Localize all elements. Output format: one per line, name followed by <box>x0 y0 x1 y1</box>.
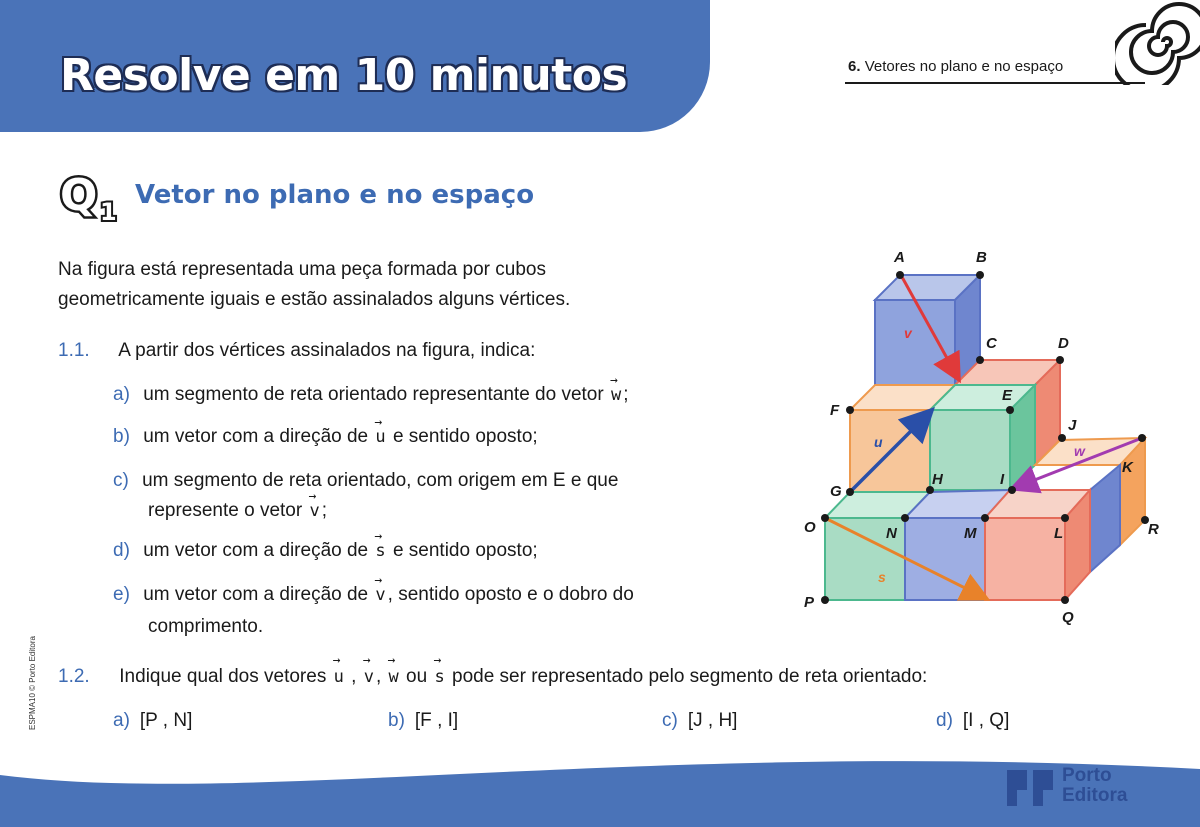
item-text: um vetor com a direção de <box>143 540 369 561</box>
middle-green-cube <box>930 385 1035 490</box>
intro-line: geometricamente iguais e estão assinalados alguns vértices. <box>58 289 571 310</box>
vector-w-symbol: → w <box>387 667 401 687</box>
badge-subscript: 1 <box>100 198 117 226</box>
vertex-label-q: Q <box>1062 609 1074 626</box>
vector-u-symbol: → u <box>332 667 346 687</box>
cubes-figure <box>790 240 1170 630</box>
item-text: um segmento de reta orientado representante do vetor <box>143 384 604 405</box>
item-text: , sentido oposto e o dobro do <box>387 584 634 605</box>
question-1-2 <box>58 666 927 688</box>
vector-s-symbol: → s <box>432 667 446 687</box>
page-title: Resolve em 10 minutos <box>60 50 628 101</box>
item-text: um vetor com a direção de <box>143 584 369 605</box>
vertex-label-o: O <box>804 519 816 536</box>
porto-editora-logo-icon <box>1005 768 1057 808</box>
vertex-label-e: E <box>1002 387 1013 404</box>
item-letter: a) <box>113 384 130 405</box>
vector-u-label: u <box>874 434 883 450</box>
option-value: [J , H] <box>687 710 738 731</box>
list-item <box>113 580 634 610</box>
option-value: [I , Q] <box>962 710 1010 731</box>
item-text: ; <box>623 384 629 405</box>
vertex-label-h: H <box>932 471 943 488</box>
intro-line: Na figura está representada uma peça formada por cubos <box>58 259 546 280</box>
item-letter: b) <box>113 426 130 447</box>
item-text: um vetor com a direção de <box>143 426 369 447</box>
vertex-label-j: J <box>1068 417 1077 434</box>
item-letter: d) <box>113 540 130 561</box>
vertex-label-p: P <box>804 594 815 611</box>
vertex-label-i: I <box>1000 471 1005 488</box>
option-letter: d) <box>936 710 953 731</box>
vector-v-symbol: → v <box>307 496 321 526</box>
logo-line: Porto <box>1062 765 1112 786</box>
vector-w-symbol: → w <box>609 380 623 410</box>
vector-v-symbol: → v <box>362 667 376 687</box>
header-banner <box>0 0 710 132</box>
vector-u-symbol: → u <box>373 422 387 452</box>
item-text: comprimento. <box>148 616 264 637</box>
vector-s-symbol: → s <box>373 536 387 566</box>
copyright-notice: ESPMA10 © Porto Editora <box>28 636 37 730</box>
list-item <box>113 380 629 410</box>
item-text: ; <box>321 500 328 521</box>
item-text: represente o vetor <box>148 500 303 521</box>
question-number: 1.2. <box>58 666 90 687</box>
vertex-label-c: C <box>986 335 997 352</box>
item-text: e sentido oposto; <box>392 540 538 561</box>
option-letter: c) <box>662 710 678 731</box>
option-letter: b) <box>388 710 405 731</box>
chapter-title: Vetores no plano e no espaço <box>864 58 1064 75</box>
vertex-label-r: R <box>1148 521 1159 538</box>
vertex-label-k: K <box>1122 459 1133 476</box>
item-text: e sentido oposto; <box>392 426 538 447</box>
top-cube <box>875 275 980 385</box>
question-text: Indique qual dos vetores <box>119 666 327 687</box>
option-value: [P , N] <box>139 710 193 731</box>
option-c <box>662 710 737 732</box>
vertex-label-m: M <box>964 525 977 542</box>
list-item-continuation <box>148 496 327 526</box>
option-b <box>388 710 458 732</box>
option-letter: a) <box>113 710 130 731</box>
vertex-label-g: G <box>830 483 842 500</box>
vector-s-label: s <box>878 569 886 585</box>
option-value: [F , I] <box>414 710 459 731</box>
vertex-label-b: B <box>976 249 987 266</box>
item-letter: e) <box>113 584 130 605</box>
list-item <box>113 466 618 496</box>
separator: , <box>375 666 382 687</box>
logo-text <box>1062 766 1127 806</box>
list-item-continuation <box>148 612 263 642</box>
chapter-underline <box>845 82 1145 84</box>
badge-letter: Q <box>60 170 98 221</box>
vector-v-symbol: → v <box>373 580 387 610</box>
item-text: um segmento de reta orientado, com origem em E e que <box>142 470 619 491</box>
chapter-heading <box>848 58 1063 75</box>
option-d <box>936 710 1009 732</box>
section-title: Vetor no plano e no espaço <box>135 180 535 210</box>
separator: , <box>351 666 357 687</box>
logo-line: Editora <box>1062 785 1128 806</box>
question-text: pode ser representado pelo segmento de reta orientado: <box>452 666 928 687</box>
vector-v-label: v <box>904 325 912 341</box>
question-badge-icon <box>58 168 128 226</box>
vertex-label-l: L <box>1054 525 1064 542</box>
question-number: 1.1. <box>58 340 90 361</box>
conjunction: ou <box>406 666 428 687</box>
list-item <box>113 536 538 566</box>
intro-text <box>58 255 758 315</box>
spiral-icon <box>1115 0 1200 85</box>
question-1-1 <box>58 340 535 362</box>
option-a <box>113 710 192 732</box>
vertex-label-d: D <box>1058 335 1069 352</box>
vertex-label-a: A <box>894 249 905 266</box>
vertex-label-f: F <box>830 402 840 419</box>
vertex-label-n: N <box>886 525 897 542</box>
chapter-number: 6. <box>848 58 861 75</box>
vector-w-label: w <box>1074 443 1085 459</box>
question-text: A partir dos vértices assinalados na figura, indica: <box>118 340 536 361</box>
list-item <box>113 422 538 452</box>
item-letter: c) <box>113 470 129 491</box>
